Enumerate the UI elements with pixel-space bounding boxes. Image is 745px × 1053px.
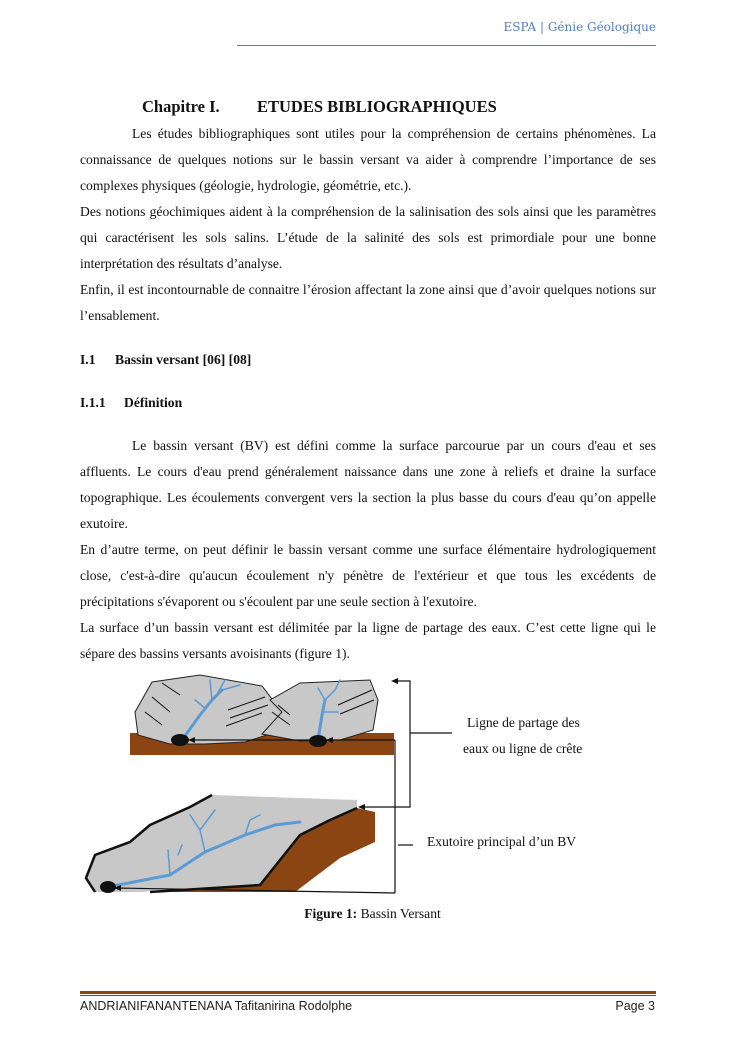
label-outlet: Exutoire principal d’un BV	[427, 834, 577, 849]
caption-label: Figure 1:	[304, 906, 358, 921]
paragraph: Les études bibliographiques sont utiles pour la compréhension de certains phénomènes. La connaissance de quelques notions sur le bassin versant va aider à comprendre l’importance de ses complexes physiques (géologie, hydrologie, géométrie, etc.).	[80, 126, 656, 193]
basin-left	[135, 675, 282, 744]
subsection-number: I.1.1	[80, 395, 106, 410]
running-header: ESPA | Génie Géologique	[503, 20, 656, 34]
subsection-title: Définition	[124, 395, 183, 410]
page-number: Page 3	[615, 999, 655, 1013]
main-outlet	[100, 881, 116, 893]
paragraph: Enfin, il est incontournable de connaitre l’érosion affectant la zone ainsi que d’avoir quelques notions sur l’ensablement.	[80, 282, 656, 323]
paragraph: Des notions géochimiques aident à la compréhension de la salinisation des sols ainsi que les paramètres qui caractérisent les sols salins. L’étude de la salinité des sols est primordiale pour une bonne interprétation des résultats d’analyse.	[80, 204, 656, 271]
label-ridge-line-2: eaux ou ligne de crête	[463, 741, 583, 756]
chapter-number: Chapitre I.	[142, 97, 220, 116]
caption-text: Bassin Versant	[357, 906, 441, 921]
paragraph: Le bassin versant (BV) est défini comme la surface parcourue par un cours d'eau et ses affluents. Le cours d'eau prend généralement naissance dans une zone à reliefs et draine la surface topographique. Les écoulements convergent vers la section la plus basse du cours d'eau qu’on appelle exutoire.	[80, 438, 656, 531]
footer-rule-thin	[80, 995, 656, 996]
paragraph: En d’autre terme, on peut définir le bassin versant comme une surface élémentaire hydrologiquement close, c'est-à-dire qu'aucun écoulement n'y pénètre de l'extérieur et que tous les excédents de précipitations s'évaporent ou s'écoulent par une seule section à l'exutoire.	[80, 542, 656, 609]
section-number: I.1	[80, 352, 96, 367]
outlet	[309, 735, 327, 747]
section-title: Bassin versant [06] [08]	[115, 352, 252, 367]
outlet	[171, 734, 189, 746]
paragraph: La surface d’un bassin versant est délimitée par la ligne de partage des eaux. C’est cette ligne qui le sépare des bassins versants avoisinants (figure 1).	[80, 620, 656, 661]
footer-rule	[80, 991, 656, 994]
label-ridge-line-1: Ligne de partage des	[467, 715, 580, 730]
chapter-heading: ETUDES BIBLIOGRAPHIQUES	[257, 97, 497, 116]
footer-author: ANDRIANIFANANTENANA Tafitanirina Rodolphe	[80, 999, 353, 1013]
figure-caption	[0, 906, 745, 922]
